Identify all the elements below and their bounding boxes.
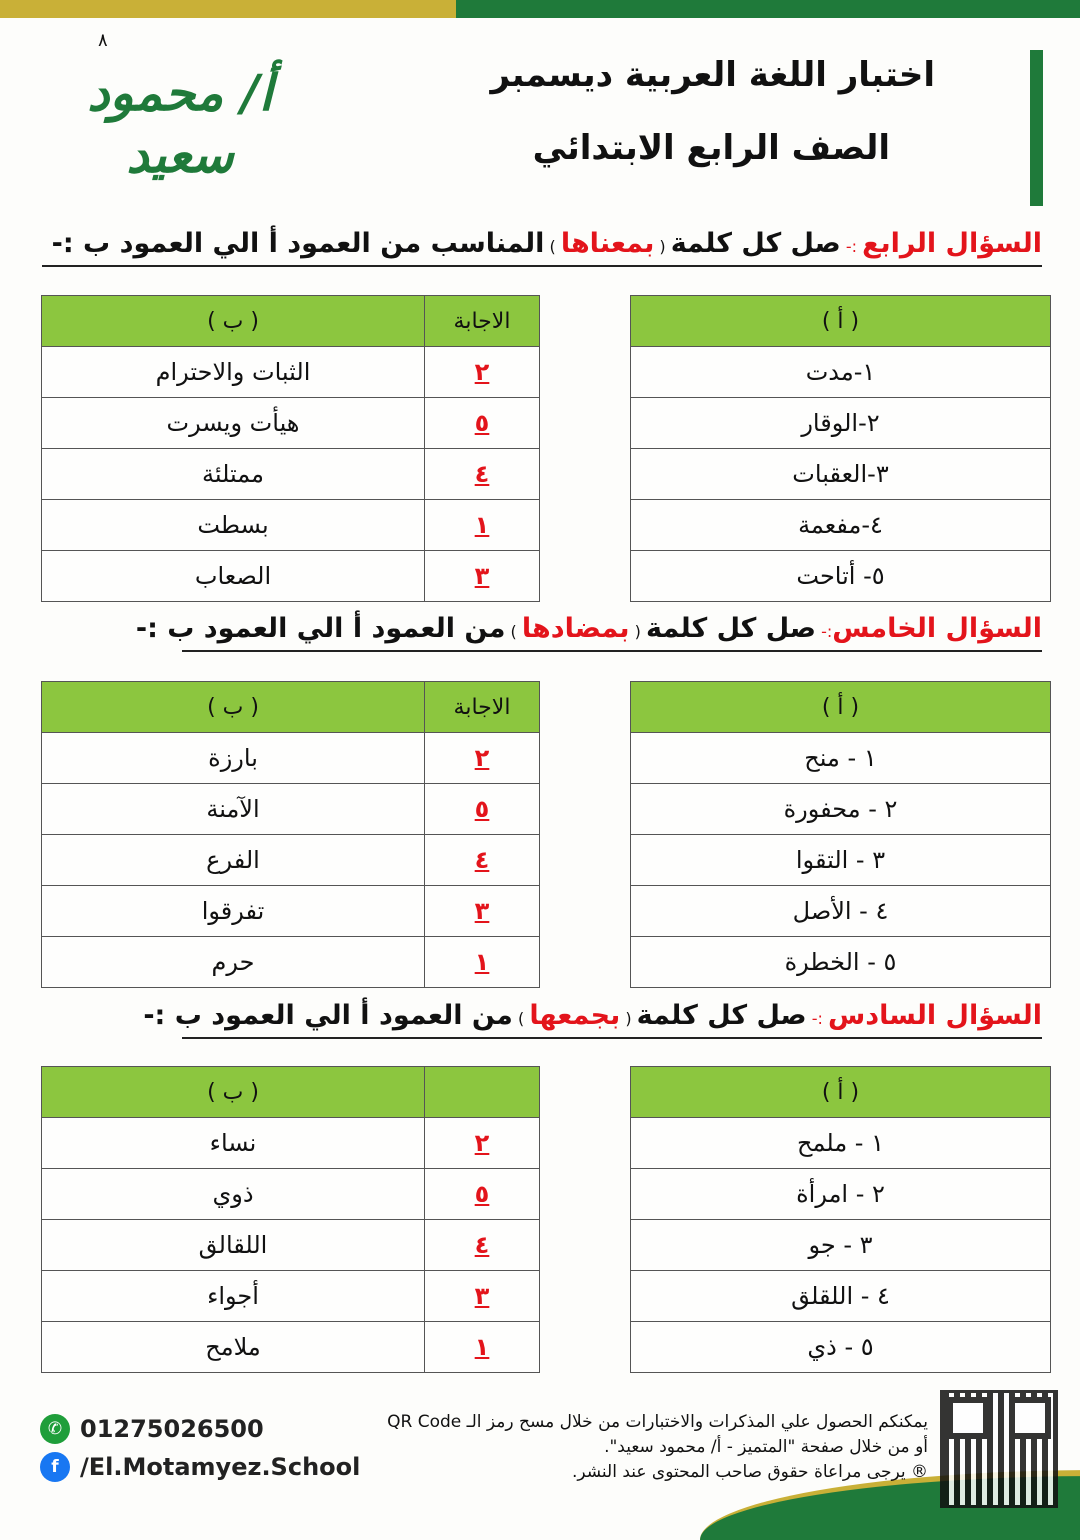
col-a-header: ( أ ) (631, 296, 1051, 347)
table-row (42, 1271, 540, 1322)
instruction: من العمود أ الي العمود ب :- (143, 1000, 513, 1031)
col-b-cell: نساء (42, 1118, 425, 1169)
question-heading (42, 228, 1042, 267)
table-row (42, 886, 540, 937)
separator: :- (806, 1009, 828, 1028)
col-b-cell: بارزة (42, 733, 425, 784)
facebook-icon: f (40, 1452, 70, 1482)
col-b-cell: الصعاب (42, 551, 425, 602)
table-row (42, 1322, 540, 1373)
separator: :- (815, 622, 833, 641)
col-b-cell: أجواء (42, 1271, 425, 1322)
instruction: صل كل كلمة (636, 1000, 807, 1031)
table-row (631, 449, 1051, 500)
col-b-cell: الفرع (42, 835, 425, 886)
answer-header: الاجابة (425, 682, 540, 733)
table-row (631, 1271, 1051, 1322)
qr-code[interactable] (940, 1390, 1058, 1508)
top-green-bar (456, 0, 1080, 18)
table-row (42, 1118, 540, 1169)
col-b-cell: هيأت ويسرت (42, 398, 425, 449)
grade-title: الصف الرابع الابتدائي (532, 128, 890, 168)
phone-number: 01275026500 (80, 1415, 264, 1443)
footer-note (387, 1410, 928, 1485)
instruction: صل كل كلمة (670, 228, 841, 259)
table-row (42, 449, 540, 500)
paren: ( (654, 237, 671, 256)
table-row (631, 937, 1051, 988)
facebook-contact[interactable] (40, 1452, 360, 1482)
answer-cell[interactable]: ٤ (425, 1220, 540, 1271)
keyword: بمعناها (560, 228, 655, 259)
table-row (631, 398, 1051, 449)
table-row (631, 1169, 1051, 1220)
col-b-cell: الآمنة (42, 784, 425, 835)
col-a-cell: ٢-الوقار (631, 398, 1051, 449)
col-b-cell: بسطت (42, 500, 425, 551)
answer-cell[interactable]: ١ (425, 1322, 540, 1373)
table-row (631, 551, 1051, 602)
question-heading (135, 613, 1042, 652)
col-b-cell: ملامح (42, 1322, 425, 1373)
answer-cell[interactable]: ٥ (425, 784, 540, 835)
table-row (631, 886, 1051, 937)
note-line: أو من خلال صفحة "المتميز - أ/ محمود سعيد". (604, 1437, 928, 1457)
col-a-cell: ١ - منح (631, 733, 1051, 784)
column-a-table (630, 1066, 1051, 1373)
answer-cell[interactable]: ٥ (425, 1169, 540, 1220)
table-row (42, 784, 540, 835)
note-line: ® يرجى مراعاة حقوق صاحب المحتوى عند النشر. (571, 1462, 928, 1482)
col-b-cell: تفرقوا (42, 886, 425, 937)
col-a-header: ( أ ) (631, 682, 1051, 733)
col-a-cell: ٤ - اللقلق (631, 1271, 1051, 1322)
phone-icon: ✆ (40, 1414, 70, 1444)
column-b-table (41, 1066, 540, 1373)
answer-cell[interactable]: ٤ (425, 835, 540, 886)
paren: ) (512, 1009, 530, 1028)
table-row (631, 1118, 1051, 1169)
answer-cell[interactable]: ٣ (425, 886, 540, 937)
answer-header (425, 1067, 540, 1118)
column-b-table (41, 681, 540, 988)
phone-contact (40, 1414, 264, 1444)
table-row (631, 1322, 1051, 1373)
paren: ( (620, 1009, 637, 1028)
column-b-table (41, 295, 540, 602)
exam-title: اختبار اللغة العربية ديسمبر (490, 55, 935, 95)
col-a-cell: ٣ - جو (631, 1220, 1051, 1271)
table-row (631, 1220, 1051, 1271)
separator: :- (840, 237, 863, 256)
col-a-header: ( أ ) (631, 1067, 1051, 1118)
answer-cell[interactable]: ١ (425, 500, 540, 551)
logo: أ/ محمود سعيد (87, 63, 273, 184)
table-row (631, 733, 1051, 784)
col-a-cell: ٥- أتاحت (631, 551, 1051, 602)
answer-cell[interactable]: ٣ (425, 1271, 540, 1322)
page-number: ٨ (98, 30, 108, 51)
keyword: بمضادها (521, 613, 630, 644)
col-a-cell: ٣-العقبات (631, 449, 1051, 500)
col-b-header: ( ب ) (42, 682, 425, 733)
col-a-cell: ١-مدت (631, 347, 1051, 398)
facebook-page[interactable]: /El.Motamyez.School (80, 1453, 361, 1481)
question-label: السؤال الخامس (832, 613, 1042, 644)
table-row (42, 1220, 540, 1271)
answer-cell[interactable]: ٢ (425, 347, 540, 398)
question-label: السؤال السادس (828, 1000, 1042, 1031)
answer-header: الاجابة (425, 296, 540, 347)
table-row (42, 347, 540, 398)
keyword: بجمعها (529, 1000, 621, 1031)
question-label: السؤال الرابع (862, 228, 1042, 259)
instruction: من العمود أ الي العمود ب :- (135, 613, 506, 644)
col-b-header: ( ب ) (42, 1067, 425, 1118)
col-a-cell: ١ - ملمح (631, 1118, 1051, 1169)
table-row (42, 500, 540, 551)
column-a-table (630, 681, 1051, 988)
col-a-cell: ٢ - محفورة (631, 784, 1051, 835)
paren: ) (505, 622, 522, 641)
col-a-cell: ٤ - الأصل (631, 886, 1051, 937)
col-b-cell: ممتلئة (42, 449, 425, 500)
table-row (42, 937, 540, 988)
note-line: يمكنكم الحصول علي المذكرات والاختبارات من خلال مسح رمز الـ QR Code (387, 1412, 928, 1432)
instruction: صل كل كلمة (645, 613, 816, 644)
table-row (631, 347, 1051, 398)
instruction: المناسب من العمود أ الي العمود ب :- (51, 228, 545, 259)
table-row (631, 500, 1051, 551)
col-b-cell: حرم (42, 937, 425, 988)
col-a-cell: ٢ - امرأة (631, 1169, 1051, 1220)
answer-cell[interactable]: ١ (425, 937, 540, 988)
table-row (42, 1169, 540, 1220)
paren: ) (544, 237, 561, 256)
table-row (631, 835, 1051, 886)
table-row (631, 784, 1051, 835)
answer-cell[interactable]: ٢ (425, 733, 540, 784)
column-a-table (630, 295, 1051, 602)
table-row (42, 835, 540, 886)
top-gold-bar (0, 0, 456, 18)
question-heading (143, 1000, 1042, 1039)
col-a-cell: ٣ - التقوا (631, 835, 1051, 886)
col-b-cell: الثبات والاحترام (42, 347, 425, 398)
title-accent-bar (1030, 50, 1043, 206)
table-row (42, 551, 540, 602)
col-a-cell: ٤-مفعمة (631, 500, 1051, 551)
col-b-header: ( ب ) (42, 296, 425, 347)
answer-cell[interactable]: ٣ (425, 551, 540, 602)
table-row (42, 398, 540, 449)
col-b-cell: اللقالق (42, 1220, 425, 1271)
col-a-cell: ٥ - الخطرة (631, 937, 1051, 988)
answer-cell[interactable]: ٢ (425, 1118, 540, 1169)
answer-cell[interactable]: ٤ (425, 449, 540, 500)
col-b-cell: ذوي (42, 1169, 425, 1220)
table-row (42, 733, 540, 784)
answer-cell[interactable]: ٥ (425, 398, 540, 449)
paren: ( (629, 622, 646, 641)
col-a-cell: ٥ - ذي (631, 1322, 1051, 1373)
